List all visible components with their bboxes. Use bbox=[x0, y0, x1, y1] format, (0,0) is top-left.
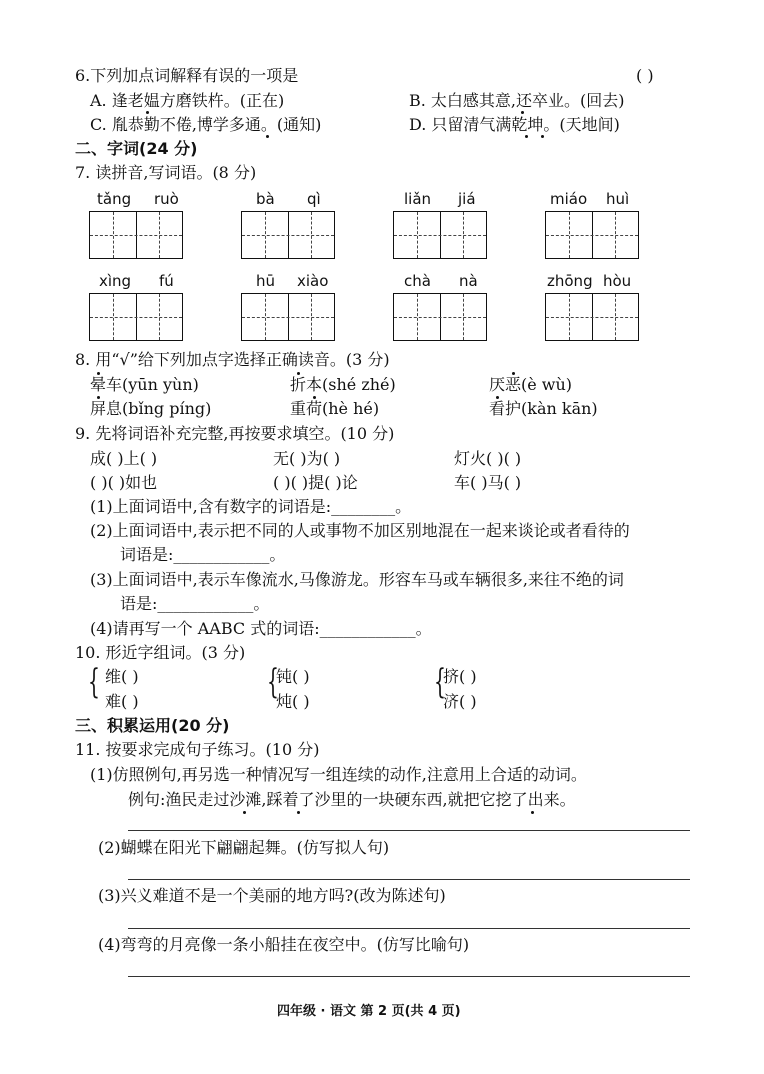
pinyin: tǎng bbox=[97, 190, 132, 208]
emphasis-dot bbox=[97, 396, 100, 399]
q8-item[interactable]: 看护(kàn kān) bbox=[489, 399, 598, 418]
q9-fill-phrase[interactable]: ( )( )如也 bbox=[90, 473, 158, 492]
emphasis-dot bbox=[297, 811, 300, 814]
pinyin: chà bbox=[404, 272, 431, 290]
q7-stem: 7. 读拼音,写词语。(8 分) bbox=[75, 163, 257, 182]
writing-grid[interactable] bbox=[393, 211, 487, 259]
q9-fill-phrase[interactable]: ( )( )提( )论 bbox=[273, 473, 358, 492]
answer-line[interactable] bbox=[128, 830, 690, 831]
brace-icon: { bbox=[88, 662, 100, 702]
q10-word[interactable]: 炖( ) bbox=[276, 692, 310, 711]
brace-icon: { bbox=[267, 662, 279, 702]
pinyin: xìng bbox=[99, 272, 132, 290]
emphasis-dot bbox=[146, 111, 149, 114]
writing-grid[interactable] bbox=[89, 211, 183, 259]
q9-fill-phrase[interactable]: 成( )上( ) bbox=[90, 449, 158, 468]
q11-sub-4: (4)弯弯的月亮像一条小船挂在夜空中。(仿写比喻句) bbox=[98, 935, 470, 954]
q11-example: 例句:渔民走过沙滩,踩着了沙里的一块硬东西,就把它挖了出来。 bbox=[128, 790, 576, 809]
q6-answer-paren[interactable]: ( ) bbox=[636, 66, 654, 85]
q10-word[interactable]: 钝( ) bbox=[276, 667, 310, 686]
section-3-heading: 三、积累运用(20 分) bbox=[75, 716, 230, 735]
q8-item[interactable]: 折本(shé zhé) bbox=[290, 375, 396, 394]
emphasis-dot bbox=[297, 372, 300, 375]
q11-stem: 11. 按要求完成句子练习。(10 分) bbox=[75, 740, 320, 759]
emphasis-dot bbox=[97, 372, 100, 375]
pinyin: huì bbox=[606, 190, 630, 208]
writing-grid[interactable] bbox=[241, 211, 335, 259]
emphasis-dot bbox=[525, 135, 528, 138]
pinyin: qì bbox=[307, 190, 321, 208]
emphasis-dot bbox=[531, 811, 534, 814]
emphasis-dot bbox=[496, 396, 499, 399]
q8-item[interactable]: 厌恶(è wù) bbox=[489, 375, 573, 394]
q6-stem: 6.下列加点词解释有误的一项是 bbox=[75, 66, 299, 85]
emphasis-dot bbox=[243, 811, 246, 814]
q9-sub-2-answer[interactable]: 词语是:____________。 bbox=[120, 545, 286, 564]
emphasis-dot bbox=[512, 372, 515, 375]
answer-line[interactable] bbox=[128, 976, 690, 977]
q9-sub-4[interactable]: (4)请再写一个 AABC 式的词语:____________。 bbox=[90, 619, 432, 638]
q9-fill-phrase[interactable]: 车( )马( ) bbox=[454, 473, 522, 492]
q9-sub-2: (2)上面词语中,表示把不同的人或事物不加区别地混在一起来谈论或者看待的 bbox=[90, 521, 630, 540]
answer-line[interactable] bbox=[128, 879, 690, 880]
q9-stem: 9. 先将词语补充完整,再按要求填空。(10 分) bbox=[75, 424, 395, 443]
emphasis-dot bbox=[313, 396, 316, 399]
q10-word[interactable]: 维( ) bbox=[105, 667, 139, 686]
writing-grid[interactable] bbox=[241, 293, 335, 341]
answer-line[interactable] bbox=[128, 928, 690, 929]
writing-grid[interactable] bbox=[393, 293, 487, 341]
pinyin: liǎn bbox=[404, 190, 432, 208]
q8-item[interactable]: 晕车(yūn yùn) bbox=[90, 375, 199, 394]
section-2-heading: 二、字词(24 分) bbox=[75, 139, 198, 158]
writing-grid[interactable] bbox=[545, 293, 639, 341]
pinyin: hòu bbox=[603, 272, 632, 290]
q8-item[interactable]: 重荷(hè hé) bbox=[290, 399, 380, 418]
q9-fill-phrase[interactable]: 无( )为( ) bbox=[273, 449, 341, 468]
pinyin: xiào bbox=[297, 272, 329, 290]
q8-stem: 8. 用“√”给下列加点字选择正确读音。(3 分) bbox=[75, 350, 390, 369]
pinyin: fú bbox=[159, 272, 174, 290]
q9-sub-1: (1)上面词语中,含有数字的词语是:________。 bbox=[90, 497, 412, 516]
pinyin: miáo bbox=[550, 190, 588, 208]
q10-stem: 10. 形近字组词。(3 分) bbox=[75, 643, 246, 662]
q8-item[interactable]: 屏息(bǐng píng) bbox=[90, 399, 212, 418]
q11-sub-3: (3)兴义难道不是一个美丽的地方吗?(改为陈述句) bbox=[98, 886, 446, 905]
pinyin: jiá bbox=[458, 190, 476, 208]
q6-option-d: D. 只留清气满乾坤。(天地间) bbox=[409, 115, 620, 134]
q6-option-a: A. 逢老媪方磨铁杵。(正在) bbox=[90, 91, 285, 110]
q9-fill-phrase[interactable]: 灯火( )( ) bbox=[454, 449, 522, 468]
emphasis-dot bbox=[266, 135, 269, 138]
brace-icon: { bbox=[434, 662, 446, 702]
emphasis-dot bbox=[521, 111, 524, 114]
page-footer: 四年级 · 语文 第 2 页(共 4 页) bbox=[277, 1004, 461, 1019]
q10-word[interactable]: 济( ) bbox=[443, 692, 477, 711]
pinyin: nà bbox=[459, 272, 478, 290]
emphasis-dot bbox=[541, 135, 544, 138]
q11-sub-1: (1)仿照例句,再另选一种情况写一组连续的动作,注意用上合适的动词。 bbox=[90, 765, 587, 784]
writing-grid[interactable] bbox=[89, 293, 183, 341]
q6-option-b: B. 太白感其意,还卒业。(回去) bbox=[409, 91, 625, 110]
q11-sub-2: (2)蝴蝶在阳光下翩翩起舞。(仿写拟人句) bbox=[98, 838, 390, 857]
writing-grid[interactable] bbox=[545, 211, 639, 259]
q9-sub-3-answer[interactable]: 语是:____________。 bbox=[120, 594, 270, 613]
q10-word[interactable]: 难( ) bbox=[105, 692, 139, 711]
q6-option-c: C. 胤恭勤不倦,博学多通。(通知) bbox=[90, 115, 322, 134]
q10-word[interactable]: 挤( ) bbox=[443, 667, 477, 686]
pinyin: hū bbox=[256, 272, 276, 290]
pinyin: bà bbox=[256, 190, 275, 208]
pinyin: ruò bbox=[154, 190, 179, 208]
q9-sub-3: (3)上面词语中,表示车像流水,马像游龙。形容车马或车辆很多,来往不绝的词 bbox=[90, 570, 624, 589]
pinyin: zhōng bbox=[547, 272, 593, 290]
